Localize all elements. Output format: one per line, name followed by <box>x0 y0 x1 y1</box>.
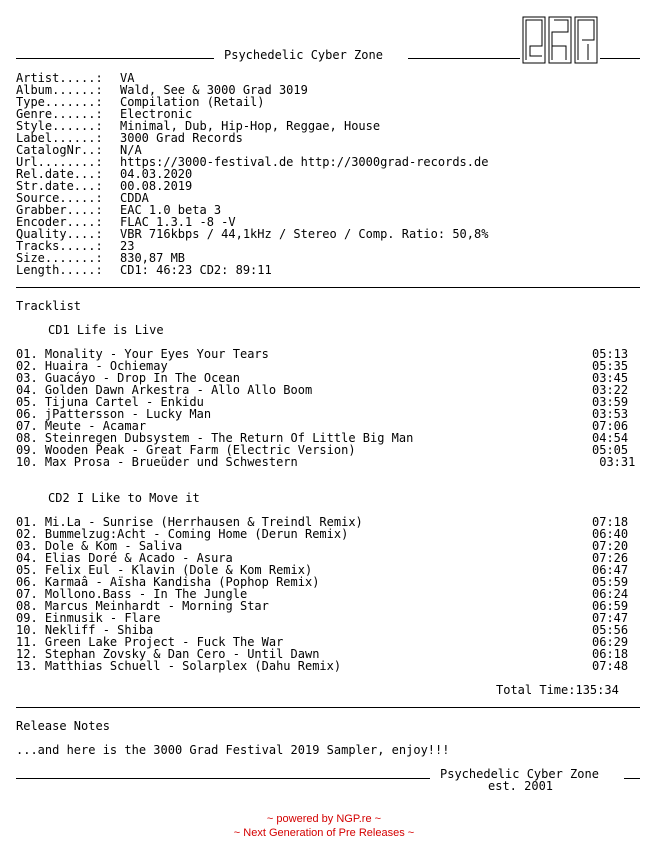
track-title: 04. Golden Dawn Arkestra - Allo Allo Boom <box>16 383 313 397</box>
info-value: CD1: 46:23 CD2: 89:11 <box>120 263 272 277</box>
track-duration: 05:35 <box>592 359 629 373</box>
track-duration: 07:18 <box>592 515 629 529</box>
track-duration: 07:47 <box>592 611 629 625</box>
footer-tagline: ~ Next Generation of Pre Releases ~ <box>233 827 415 839</box>
tracklist-divider <box>16 707 640 708</box>
track-title: 08. Marcus Meinhardt - Morning Star <box>16 599 269 613</box>
info-value: 04.03.2020 <box>120 167 193 181</box>
header-rule-far-right <box>600 58 640 59</box>
total-time: Total Time:135:34 <box>496 683 619 697</box>
track-duration: 03:59 <box>592 395 629 409</box>
info-label: Genre......: <box>16 107 103 121</box>
track-duration: 03:53 <box>592 407 629 421</box>
info-value: https://3000-festival.de http://3000grad-records.de <box>120 155 489 169</box>
track-title: 02. Huaira - Ochiemay <box>16 359 168 373</box>
info-label: Tracks.....: <box>16 239 103 253</box>
track-duration: 05:05 <box>592 443 629 457</box>
info-label: Size.......: <box>16 251 103 265</box>
track-title: 02. Bummelzug:Acht - Coming Home (Derun Remix) <box>16 527 349 541</box>
track-duration: 03:31 <box>592 455 636 469</box>
info-label: Encoder....: <box>16 215 103 229</box>
track-title: 11. Green Lake Project - Fuck The War <box>16 635 284 649</box>
info-value: N/A <box>120 143 142 157</box>
track-duration: 05:56 <box>592 623 629 637</box>
info-label: Style......: <box>16 119 103 133</box>
info-value: 00.08.2019 <box>120 179 193 193</box>
track-title: 01. Monality - Your Eyes Your Tears <box>16 347 269 361</box>
track-title: 04. Elias Doré & Acado - Asura <box>16 551 233 565</box>
track-duration: 06:24 <box>592 587 629 601</box>
info-label: Quality....: <box>16 227 103 241</box>
info-value: 830,87 MB <box>120 251 186 265</box>
info-label: Type.......: <box>16 95 103 109</box>
info-label: Length.....: <box>16 263 103 277</box>
info-value: CDDA <box>120 191 149 205</box>
tracklist-heading: Tracklist <box>16 299 82 313</box>
info-label: Grabber....: <box>16 203 103 217</box>
track-title: 13. Matthias Schuell - Solarplex (Dahu Remix) <box>16 659 342 673</box>
info-value: Minimal, Dub, Hip-Hop, Reggae, House <box>120 119 381 133</box>
cd1-title: CD1 Life is Live <box>48 323 164 337</box>
info-value: FLAC 1.3.1 -8 -V <box>120 215 236 229</box>
info-value: VBR 716kbps / 44,1kHz / Stereo / Comp. Ratio: 50,8% <box>120 227 489 241</box>
signature-rule-right <box>624 778 640 779</box>
info-label: Url........: <box>16 155 103 169</box>
track-duration: 07:20 <box>592 539 629 553</box>
info-value: Wald, See & 3000 Grad 3019 <box>120 83 308 97</box>
track-title: 10. Nekliff - Shiba <box>16 623 154 637</box>
info-value: 23 <box>120 239 135 253</box>
info-label: Str.date...: <box>16 179 103 193</box>
signature-rule-left <box>16 778 430 779</box>
info-label: Rel.date...: <box>16 167 103 181</box>
track-title: 10. Max Prosa - Brueüder und Schwestern <box>16 455 298 469</box>
track-duration: 06:40 <box>592 527 629 541</box>
release-notes-text: ...and here is the 3000 Grad Festival 2019 Sampler, enjoy!!! <box>16 743 450 757</box>
track-title: 05. Tijuna Cartel - Enkidu <box>16 395 204 409</box>
track-duration: 05:59 <box>592 575 629 589</box>
track-title: 03. Guacáyo - Drop In The Ocean <box>16 371 240 385</box>
track-duration: 03:45 <box>592 371 629 385</box>
track-duration: 04:54 <box>592 431 629 445</box>
track-title: 07. Meute - Acamar <box>16 419 147 433</box>
track-title: 09. Einmusik - Flare <box>16 611 161 625</box>
header-rule-left <box>16 58 214 59</box>
signature-name: Psychedelic Cyber Zone <box>440 767 599 781</box>
cd2-title: CD2 I Like to Move it <box>48 491 200 505</box>
track-duration: 07:26 <box>592 551 629 565</box>
track-title: 01. Mi.La - Sunrise (Herrhausen & Treindl Remix) <box>16 515 363 529</box>
info-value: EAC 1.0 beta 3 <box>120 203 222 217</box>
track-duration: 07:48 <box>592 659 629 673</box>
track-title: 07. Mollono.Bass - In The Jungle <box>16 587 248 601</box>
ngp-logo <box>522 16 598 64</box>
footer-powered-by: ~ powered by NGP.re ~ <box>266 813 382 825</box>
signature-est: est. 2001 <box>488 779 554 793</box>
track-duration: 06:18 <box>592 647 629 661</box>
release-notes-heading: Release Notes <box>16 719 110 733</box>
info-label: CatalogNr..: <box>16 143 103 157</box>
track-duration: 07:06 <box>592 419 629 433</box>
track-title: 06. Karmaâ - Aïsha Kandisha (Pophop Remix) <box>16 575 320 589</box>
info-value: VA <box>120 71 135 85</box>
track-title: 06. jPattersson - Lucky Man <box>16 407 212 421</box>
track-title: 08. Steinregen Dubsystem - The Return Of Little Big Man <box>16 431 414 445</box>
track-title: 09. Wooden Peak - Great Farm (Electric Version) <box>16 443 356 457</box>
info-label: Label......: <box>16 131 103 145</box>
info-value: 3000 Grad Records <box>120 131 243 145</box>
track-duration: 06:47 <box>592 563 629 577</box>
track-title: 05. Felix Eul - Klavin (Dole & Kom Remix) <box>16 563 313 577</box>
track-duration: 03:22 <box>592 383 629 397</box>
info-label: Artist.....: <box>16 71 103 85</box>
track-title: 03. Dole & Kom - Saliva <box>16 539 183 553</box>
header-title: Psychedelic Cyber Zone <box>224 48 383 62</box>
track-duration: 05:13 <box>592 347 629 361</box>
info-label: Source.....: <box>16 191 103 205</box>
info-divider <box>16 287 640 288</box>
info-value: Compilation (Retail) <box>120 95 265 109</box>
info-label: Album......: <box>16 83 103 97</box>
header-rule-right <box>408 58 520 59</box>
info-value: Electronic <box>120 107 193 121</box>
track-title: 12. Stephan Zovsky & Dan Cero - Until Dawn <box>16 647 320 661</box>
track-duration: 06:29 <box>592 635 629 649</box>
track-duration: 06:59 <box>592 599 629 613</box>
